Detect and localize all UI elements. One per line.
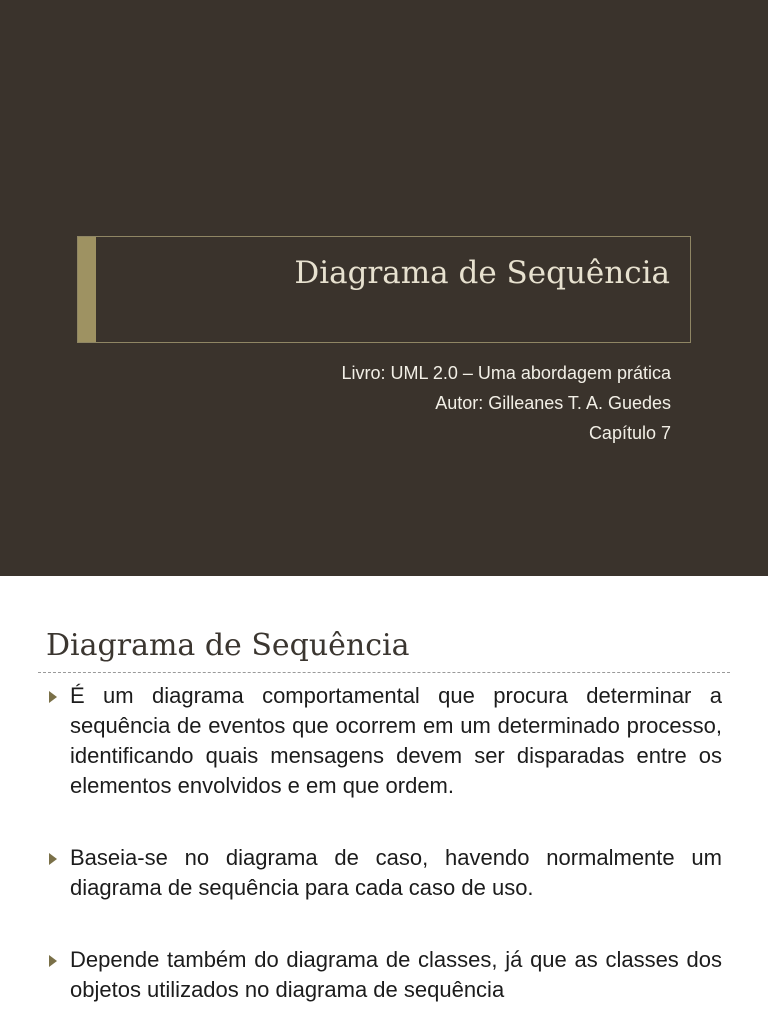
bullet-list — [46, 681, 722, 1024]
subtitle-book: Livro: UML 2.0 – Uma abordagem prática — [341, 363, 671, 383]
subtitle-chapter: Capítulo 7 — [588, 423, 671, 443]
title-box — [77, 236, 691, 343]
heading-divider — [38, 672, 730, 673]
list-item — [46, 681, 722, 801]
subtitle-block — [342, 358, 671, 448]
subtitle-author: Autor: Gilleanes T. A. Guedes — [435, 393, 671, 413]
content-slide — [0, 576, 768, 1024]
list-item — [46, 843, 722, 903]
bullet-text: Depende também do diagrama de classes, já que as classes dos objetos utilizados no diagrama de sequência — [70, 947, 722, 1002]
triangle-bullet-icon — [49, 691, 57, 703]
title-accent-bar — [78, 237, 96, 342]
bullet-text: É um diagrama comportamental que procura determinar a sequência de eventos que ocorrem em um determinado processo, identificando quais mensagens devem ser disparadas entre os elementos envolvidos e em que ordem. — [70, 683, 722, 798]
triangle-bullet-icon — [49, 853, 57, 865]
list-item — [46, 945, 722, 1005]
slide-title: Diagrama de Sequência — [294, 255, 670, 291]
bullet-text: Baseia-se no diagrama de caso, havendo normalmente um diagrama de sequência para cada caso de uso. — [70, 845, 722, 900]
triangle-bullet-icon — [49, 955, 57, 967]
content-heading: Diagrama de Sequência — [46, 628, 410, 663]
